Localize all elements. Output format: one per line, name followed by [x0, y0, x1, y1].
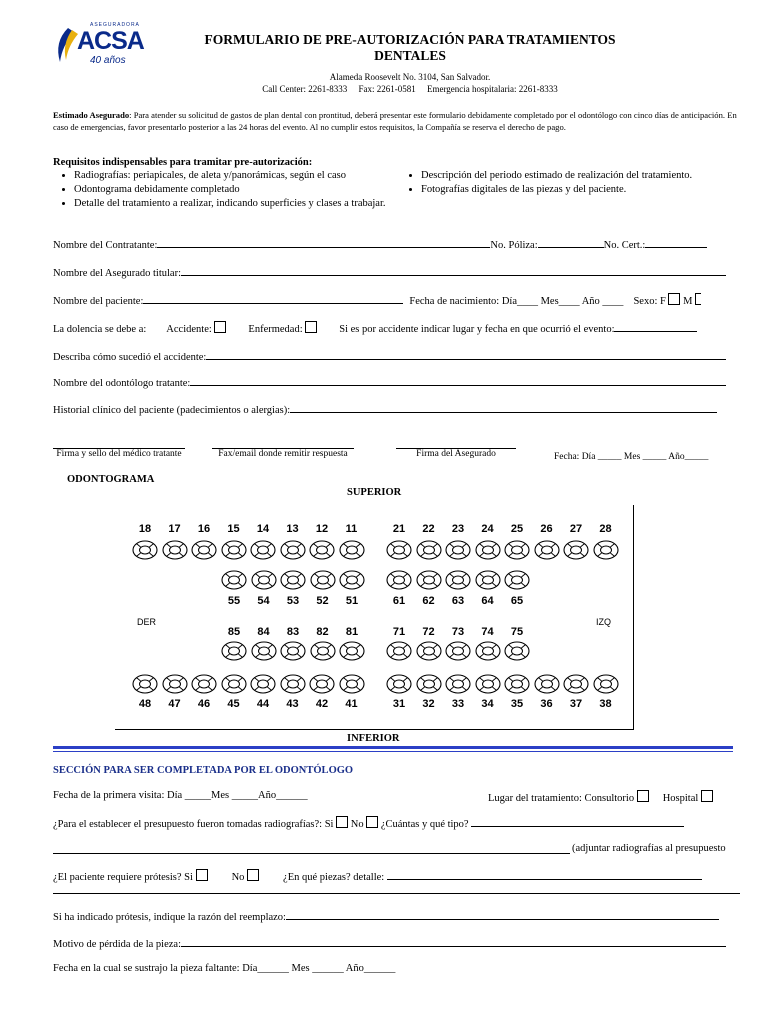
label-radiografias-no: No	[350, 819, 364, 830]
tooth-number: 43	[286, 698, 299, 710]
tooth-number: 11	[345, 523, 358, 535]
fax-email[interactable]	[212, 448, 354, 459]
tooth-83[interactable]	[280, 641, 306, 661]
tooth-number: 21	[392, 523, 406, 535]
tooth-53[interactable]	[280, 570, 306, 590]
tooth-number: 25	[510, 523, 524, 535]
tooth-55[interactable]	[221, 570, 247, 590]
requirements-heading: Requisitos indispensables para tramitar pre-autorización:	[53, 157, 313, 168]
tooth-number: 34	[481, 698, 494, 710]
protesis-si-checkbox[interactable]	[196, 869, 208, 881]
tooth-17[interactable]	[162, 540, 188, 560]
tooth-number: 41	[345, 698, 358, 710]
tooth-75[interactable]	[504, 641, 530, 661]
fecha-firma[interactable]: Fecha: Día _____ Mes _____ Año_____	[554, 452, 709, 462]
tooth-41[interactable]	[339, 674, 365, 694]
tooth-21[interactable]	[386, 540, 412, 560]
tooth-number: 36	[540, 698, 553, 710]
row-describa	[53, 349, 726, 363]
label-sexo-m: M	[683, 296, 693, 307]
intro-bold: Estimado Asegurado	[53, 110, 130, 120]
contacts: Call Center: 2261-8333 Fax: 2261-0581 Emergencia hospitalaria: 2261-8333	[262, 84, 558, 94]
tooth-number: 35	[510, 698, 524, 710]
tooth-number: 17	[168, 523, 181, 535]
cert-input[interactable]	[645, 237, 707, 248]
firma-asegurado-label: Firma del Asegurado	[416, 449, 496, 459]
tooth-number: 85	[227, 626, 241, 638]
tooth-85[interactable]	[221, 641, 247, 661]
label-motivo: Motivo de pérdida de la pieza:	[53, 939, 181, 950]
row-lugar-tratamiento	[488, 790, 713, 804]
tooth-11[interactable]	[339, 540, 365, 560]
requirements-left	[58, 169, 388, 211]
section-heading: SECCIÓN PARA SER COMPLETADA POR EL ODONTÓLOGO	[53, 765, 354, 776]
tooth-number: 53	[286, 595, 300, 607]
row-paciente	[53, 293, 701, 307]
tooth-number: 83	[286, 626, 300, 638]
tooth-84[interactable]	[251, 641, 277, 661]
req-item: • Radiografías: periapicales, de aleta y/panorámicas, según el caso	[74, 169, 388, 183]
section-divider-thin	[53, 751, 733, 752]
tooth-74[interactable]	[475, 641, 501, 661]
tooth-number: 13	[286, 523, 299, 535]
section-divider	[53, 746, 733, 749]
tooth-number: 24	[481, 523, 494, 535]
tooth-number: 48	[138, 698, 152, 710]
radiografias-si-checkbox[interactable]	[336, 816, 348, 828]
req-item: • Descripción del periodo estimado de realización del tratamiento.	[421, 169, 745, 183]
tooth-52[interactable]	[310, 570, 336, 590]
consultorio-checkbox[interactable]	[637, 790, 649, 802]
address: Alameda Roosevelt No. 3104, San Salvador.	[329, 72, 491, 82]
sexo-m-checkbox[interactable]	[695, 293, 701, 305]
cuantas-input[interactable]	[471, 816, 684, 827]
tooth-number: 28	[599, 523, 612, 535]
tooth-64[interactable]	[475, 570, 501, 590]
tooth-number: 75	[510, 626, 524, 638]
adjuntar-note: (adjuntar radiografías al presupuesto	[572, 843, 726, 854]
odontograma-title: ODONTOGRAMA	[67, 474, 155, 485]
izq-label: IZQ	[596, 617, 611, 627]
row-primera-visita	[53, 790, 308, 801]
tooth-37[interactable]	[563, 674, 589, 694]
tooth-28[interactable]	[593, 540, 619, 560]
tooth-number: 51	[345, 595, 359, 607]
label-sexo: Sexo: F	[633, 296, 666, 307]
tooth-number: 37	[569, 698, 583, 710]
odontologo-input[interactable]	[190, 375, 726, 386]
label-odontologo: Nombre del odontólogo tratante:	[53, 378, 191, 389]
label-nacimiento[interactable]: Fecha de nacimiento: Día____ Mes____ Año ____	[409, 296, 624, 307]
req-item: • Odontograma debidamente completado	[74, 183, 388, 197]
tooth-54[interactable]	[251, 570, 277, 590]
contratante-input[interactable]	[157, 237, 490, 248]
tooth-number: 52	[316, 595, 329, 607]
tooth-number: 31	[392, 698, 406, 710]
tooth-number: 44	[256, 698, 270, 710]
row-motivo	[53, 936, 726, 950]
tooth-number: 81	[345, 626, 359, 638]
enfermedad-checkbox[interactable]	[305, 321, 317, 333]
label-contratante: Nombre del Contratante:	[53, 240, 158, 251]
tooth-number: 61	[392, 595, 406, 607]
tooth-16[interactable]	[191, 540, 217, 560]
label-enfermedad: Enfermedad:	[248, 324, 303, 335]
label-piezas: ¿En qué piezas? detalle:	[283, 872, 385, 883]
requirements-right	[405, 169, 745, 197]
tooth-number: 26	[540, 523, 553, 535]
superior-label: SUPERIOR	[347, 487, 402, 498]
label-cert: No. Cert.:	[603, 240, 646, 251]
tooth-61[interactable]	[386, 570, 412, 590]
title-line-2: DENTALES	[374, 48, 446, 63]
tooth-23[interactable]	[445, 540, 471, 560]
title-line-1: FORMULARIO DE PRE-AUTORIZACIÓN PARA TRATAMIENTOS	[204, 32, 616, 47]
tooth-number: 46	[197, 698, 211, 710]
tooth-number: 22	[422, 523, 435, 535]
logo-years: 40 años	[90, 55, 126, 66]
tooth-42[interactable]	[309, 674, 335, 694]
tooth-24[interactable]	[475, 540, 501, 560]
logo-top-text: ASEGURADORA	[90, 22, 140, 28]
row-razon	[53, 909, 719, 923]
tooth-number: 73	[451, 626, 465, 638]
tooth-number: 32	[422, 698, 435, 710]
tooth-number: 72	[422, 626, 435, 638]
paciente-input[interactable]	[143, 293, 403, 304]
piezas-extra-line[interactable]	[53, 893, 740, 894]
label-razon: Si ha indicado prótesis, indique la razón del reemplazo:	[53, 912, 286, 923]
tooth-number: 84	[257, 626, 270, 638]
tooth-number: 23	[451, 523, 465, 535]
row-radiografias	[53, 816, 684, 830]
firma-asegurado[interactable]	[396, 448, 516, 459]
tooth-45[interactable]	[221, 674, 247, 694]
tooth-43[interactable]	[280, 674, 306, 694]
label-protesis-no: No	[231, 872, 245, 883]
lugar-input[interactable]	[614, 321, 697, 332]
intro-paragraph	[53, 109, 743, 133]
label-dolencia: La dolencia se debe a:	[53, 324, 147, 335]
label-lugar: Si es por accidente indicar lugar y fecha en que ocurrió el evento:	[339, 324, 615, 335]
tooth-number: 64	[481, 595, 494, 607]
fax-email-label: Fax/email donde remitir respuesta	[218, 449, 348, 459]
tooth-number: 27	[569, 523, 583, 535]
tooth-36[interactable]	[534, 674, 560, 694]
tooth-35[interactable]	[504, 674, 530, 694]
row-dolencia	[53, 321, 697, 335]
tooth-65[interactable]	[504, 570, 530, 590]
label-paciente: Nombre del paciente:	[53, 296, 144, 307]
tooth-33[interactable]	[445, 674, 471, 694]
label-poliza: No. Póliza:	[490, 240, 538, 251]
der-label: DER	[137, 617, 157, 627]
tooth-44[interactable]	[250, 674, 276, 694]
tooth-number: 18	[138, 523, 152, 535]
row-contratante	[53, 237, 707, 251]
tooth-34[interactable]	[475, 674, 501, 694]
razon-input[interactable]	[286, 909, 719, 920]
tooth-81[interactable]	[339, 641, 365, 661]
tooth-number: 71	[392, 626, 406, 638]
tooth-62[interactable]	[416, 570, 442, 590]
acsa-logo	[50, 22, 170, 70]
tooth-15[interactable]	[221, 540, 247, 560]
asegurado-input[interactable]	[181, 265, 726, 276]
label-cuantas: ¿Cuántas y qué tipo?	[380, 819, 469, 830]
tooth-number: 16	[197, 523, 211, 535]
label-radiografias: ¿Para el establecer el presupuesto fueron tomadas radiografías?: Si	[53, 819, 334, 830]
tooth-number: 62	[422, 595, 435, 607]
radiografias-no-checkbox[interactable]	[366, 816, 378, 828]
tooth-number: 74	[481, 626, 494, 638]
tooth-18[interactable]	[132, 540, 158, 560]
label-protesis: ¿El paciente requiere prótesis? Si	[53, 872, 193, 883]
motivo-input[interactable]	[181, 936, 726, 947]
tooth-32[interactable]	[416, 674, 442, 694]
tooth-number: 82	[316, 626, 329, 638]
tooth-71[interactable]	[386, 641, 412, 661]
row-asegurado	[53, 265, 726, 279]
firma-medico-label: Firma y sello del médico tratante	[56, 449, 182, 459]
tooth-14[interactable]	[250, 540, 276, 560]
describa-input[interactable]	[206, 349, 726, 360]
tooth-number: 65	[510, 595, 524, 607]
row-odontologo	[53, 375, 726, 389]
page-title	[170, 32, 650, 64]
primera-visita[interactable]: Fecha de la primera visita: Día _____Mes _____Año______	[53, 790, 308, 801]
sexo-f-checkbox[interactable]	[668, 293, 680, 305]
tooth-number: 33	[451, 698, 465, 710]
tooth-27[interactable]	[563, 540, 589, 560]
tooth-22[interactable]	[416, 540, 442, 560]
poliza-input[interactable]	[538, 237, 604, 248]
tooth-38[interactable]	[593, 674, 619, 694]
req-item: • Fotografías digitales de las piezas y del paciente.	[421, 183, 745, 197]
firma-medico[interactable]	[53, 448, 185, 459]
tooth-31[interactable]	[386, 674, 412, 694]
tooth-13[interactable]	[280, 540, 306, 560]
sustrajo-fecha[interactable]: Fecha en la cual se sustrajo la pieza faltante: Día______ Mes ______ Año______	[53, 963, 396, 974]
logo-text: ACSA	[77, 27, 144, 55]
odontogram-chart	[115, 505, 634, 730]
tooth-number: 15	[227, 523, 240, 535]
inferior-label: INFERIOR	[347, 733, 400, 744]
tooth-number: 12	[315, 523, 329, 535]
tooth-number: 42	[315, 698, 329, 710]
label-accidente: Accidente:	[166, 324, 212, 335]
tooth-number: 47	[168, 698, 181, 710]
row-historial	[53, 402, 717, 416]
label-hospital: Hospital	[662, 793, 699, 804]
intro-text: : Para atender su solicitud de gastos de plan dental con prontitud, deberá presentar este formulario debidamente completado por el odontólogo con cinco días de anticipación. En caso de emergencias, favor presentarlo posterior a las 24 horas del evento. Al no cumplir estos requisitos, la Compañía se reserva el derecho de pago.	[53, 110, 737, 132]
label-describa: Describa cómo sucedió el accidente:	[53, 352, 207, 363]
tooth-26[interactable]	[534, 540, 560, 560]
tooth-number: 54	[257, 595, 270, 607]
label-asegurado: Nombre del Asegurado titular:	[53, 268, 182, 279]
historial-input[interactable]	[290, 402, 717, 413]
protesis-no-checkbox[interactable]	[247, 869, 259, 881]
req-item: • Detalle del tratamiento a realizar, indicando superficies y clases a trabajar.	[74, 197, 388, 211]
tooth-number: 45	[227, 698, 240, 710]
tooth-51[interactable]	[339, 570, 365, 590]
row-protesis	[53, 869, 702, 883]
label-historial: Historial clínico del paciente (padecimientos o alergias):	[53, 405, 291, 416]
tooth-48[interactable]	[132, 674, 158, 694]
label-consultorio: Lugar del tratamiento: Consultorio	[488, 793, 635, 804]
tooth-46[interactable]	[191, 674, 217, 694]
radiografias-extra-line[interactable]	[53, 853, 570, 854]
row-sustrajo	[53, 963, 395, 974]
tooth-number: 63	[451, 595, 465, 607]
tooth-47[interactable]	[162, 674, 188, 694]
tooth-number: 38	[599, 698, 612, 710]
tooth-72[interactable]	[416, 641, 442, 661]
tooth-number: 55	[227, 595, 241, 607]
piezas-input[interactable]	[387, 869, 702, 880]
hospital-checkbox[interactable]	[701, 790, 713, 802]
tooth-73[interactable]	[445, 641, 471, 661]
tooth-number: 14	[256, 523, 270, 535]
tooth-82[interactable]	[310, 641, 336, 661]
tooth-63[interactable]	[445, 570, 471, 590]
tooth-25[interactable]	[504, 540, 530, 560]
tooth-12[interactable]	[309, 540, 335, 560]
accidente-checkbox[interactable]	[214, 321, 226, 333]
